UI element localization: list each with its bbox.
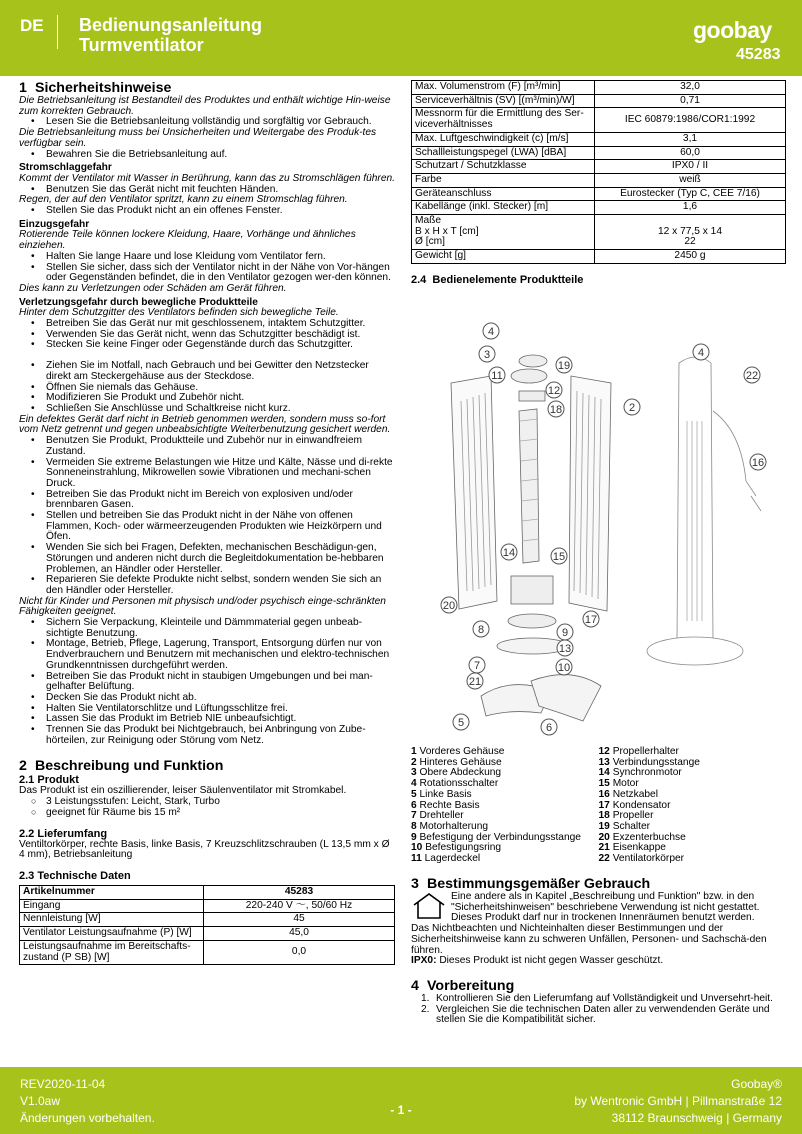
list-item: • Modifizieren Sie Produkt und Zubehör nicht. [19, 393, 395, 404]
table-row: Nennleistung [W] 45 [20, 913, 395, 927]
company-city: 38112 Braunschweig | Germany [611, 1111, 782, 1125]
paragraph: Ventiltorkörper, rechte Basis, linke Basis, 7 Kreuzschlitzschrauben (L 13,5 mm x Ø 4 mm), Betriebsanleitung [19, 838, 390, 861]
paragraph: Hinter dem Schutzgitter des Ventilators befinden sich bewegliche Teile. [19, 307, 339, 319]
subheading: Einzugsgefahr [19, 218, 90, 230]
callout-label: 5 [457, 717, 465, 729]
section-2-3-heading: 2.3 Technische Daten [19, 870, 131, 882]
right-base-shape [531, 675, 601, 721]
part-item: 19 Schalter [598, 820, 651, 832]
motor-bracket-shape [508, 614, 556, 628]
list-item: • Benutzen Sie das Gerät nicht mit feuchten Händen. [19, 185, 395, 196]
part-item: 8 Motorhalterung [411, 820, 489, 832]
callout-label: 4 [487, 326, 495, 338]
list-item: • Bewahren Sie die Betriebsanleitung auf. [19, 150, 395, 161]
list-item: • Ziehen Sie im Notfall, nach Gebrauch und bei Gewitter den Netzstecker direkt am Steckergehäuse aus der Steckdose. [19, 361, 395, 382]
callout-label: 17 [584, 614, 598, 626]
subheading: Verletzungsgefahr durch bewegliche Produktteile [19, 296, 258, 308]
list-item: • Betreiben Sie das Produkt nicht im Bereich von explosiven und/oder brennbaren Gasen. [19, 490, 395, 511]
list-item: • Wenden Sie sich bei Fragen, Defekten, mechanischen Beschädigun-gen, Störungen und anderen nicht durch die Begleitdokumentation be-hebbaren Problemen, an Händler oder Hersteller. [19, 543, 395, 575]
list-item: • Stellen Sie sicher, dass sich der Ventilator nicht in der Nähe von Vor-hängen oder Gegenständen befindet, die in den Ventilator gezogen wer-den können. [19, 263, 395, 284]
callout-label: 11 [491, 370, 503, 382]
part-item: 5 Linke Basis [411, 788, 472, 800]
assembled-base [647, 637, 743, 665]
section-2-heading: 2 Beschreibung und Funktion [19, 758, 224, 775]
section-2-2-heading: 2.2 Lieferumfang [19, 827, 108, 840]
list-item: 2. Vergleichen Sie die technischen Daten aller zu verwendenden Geräte und stellen Sie die Kompatibilität sicher. [421, 1003, 770, 1026]
section-3-heading: 3 Bestimmungsgemäßer Gebrauch [411, 876, 651, 892]
part-item: 12 Propellerhalter [598, 746, 679, 757]
table-row: Serviceverhältnis (SV) [(m³/min)/W] 0,71 [412, 94, 786, 108]
list-item: • Vermeiden Sie extreme Belastungen wie Hitze und Kälte, Nässe und di-rekte Sonneneinstrahlung, Mikrowellen sowie Vibrationen und mechani-schen Druck. [19, 458, 395, 490]
section-1-heading: 1 Sicherheitshinweise [19, 80, 172, 96]
article-number: 45283 [736, 46, 781, 63]
list-item: • Benutzen Sie Produkt, Produktteile und Zubehör nur in einwandfreiem Zustand. [19, 436, 395, 457]
revision: REV2020-11-04 [20, 1077, 106, 1091]
company-address: by Wentronic GmbH | Pillmanstraße 12 [574, 1094, 782, 1108]
callout-label: 1 [419, 342, 427, 354]
callout-label: 13 [558, 643, 572, 655]
product-title: Turmventilator [79, 35, 204, 55]
list-item: • Betreiben Sie das Gerät nur mit geschlossenem, intaktem Schutzgitter. [19, 319, 395, 330]
goobay-logo: goobay [693, 17, 772, 43]
part-item: 9 Befestigung der Verbindungsstange [411, 831, 581, 843]
callout-label: 19 [557, 360, 571, 372]
subheading: Stromschlaggefahr [19, 162, 112, 174]
callout-label: 3 [483, 349, 491, 361]
brand: Goobay® [731, 1077, 782, 1091]
table-row: Schutzart / Schutzklasse IPX0 / II [412, 160, 786, 174]
callout-label: 12 [547, 385, 561, 397]
callout-label: 21 [468, 676, 482, 688]
callout-label: 4 [697, 347, 705, 359]
paragraph: Ein defektes Gerät darf nicht in Betrieb genommen werden, sondern muss so-fort vom Netz getrennt und gegen unbeabsichtigte Weiterbenutzung gesichert werden. [19, 413, 391, 436]
callout-label: 20 [442, 600, 456, 612]
paragraph: Dies kann zu Verletzungen oder Schäden am Gerät führen. [19, 282, 287, 294]
list-item: 1. Kontrollieren Sie den Lieferumfang auf Vollständigkeit und Unversehrt-heit. [421, 992, 773, 1004]
part-item: 11 Lagerdeckel [411, 853, 481, 865]
callout-label: 14 [502, 547, 516, 559]
header-divider [57, 15, 58, 49]
list-item: • Betreiben Sie das Produkt nicht in staubigen Umgebungen und bei man-gelhafter Belüftung. [19, 672, 395, 693]
part-item: 6 Rechte Basis [411, 799, 480, 811]
part-item: 22 Ventilatorkörper [598, 853, 685, 865]
list-item: ○ geeignet für Räume bis 15 m² [19, 808, 395, 819]
section-2-1-heading: 2.1 Produkt [19, 774, 79, 787]
callout-label: 18 [549, 404, 563, 416]
part-item: 18 Propeller [598, 810, 654, 822]
table-row: Schallleistungspegel (LWA) [dBA] 60,0 [412, 146, 786, 160]
motor-shape [511, 576, 553, 604]
section-4-heading: 4 Vorbereitung [411, 977, 515, 994]
table-row: Gewicht [g] 2450 g [412, 250, 786, 264]
list-item: • Halten Sie lange Haare und lose Kleidung vom Ventilator fern. [19, 252, 395, 263]
table-row: Max. Volumenstrom (F) [m³/min] 32,0 [412, 81, 786, 95]
table-row: Messnorm für die Ermittlung des Ser-viceverhältnisses IEC 60879:1986/COR1:1992 [412, 108, 786, 132]
callout-label: 2 [628, 402, 636, 414]
front-housing-shape [451, 376, 497, 609]
part-item: 7 Drehteller [411, 810, 464, 822]
table-row: Max. Luftgeschwindigkeit (c) [m/s] 3,1 [412, 132, 786, 146]
ipx-note: IPX0: Dieses Produkt ist nicht gegen Wasser geschützt. [411, 955, 664, 967]
part-item: 15 Motor [598, 778, 639, 790]
doc-title: Bedienungsanleitung [79, 15, 263, 35]
callout-label: 6 [545, 722, 553, 734]
callout-label: 9 [561, 627, 569, 639]
callout-label: 7 [473, 660, 481, 672]
part-item: 3 Obere Abdeckung [411, 767, 502, 779]
table-row: Eingang 220-240 V ～, 50/60 Hz [20, 899, 395, 913]
exploded-view-diagram [411, 321, 786, 741]
table-row: Farbe weiß [412, 173, 786, 187]
assembled-fan-body [677, 357, 713, 639]
list-item: • Halten Sie Ventilatorschlitze und Lüftungsschlitze frei. [19, 704, 395, 715]
parts-column-left [411, 747, 599, 865]
table-row: Geräteanschluss Eurostecker (Typ C, CEE 7/16) [412, 187, 786, 201]
table-row: Maße B x H x T [cm] Ø [cm] 12 x 77,5 x 14 22 [412, 215, 786, 250]
list-item: • Stecken Sie keine Finger oder Gegenstände durch das Schutzgitter. [19, 340, 395, 351]
rotation-switch-shape [511, 369, 547, 383]
list-item: • Stellen Sie das Produkt nicht an ein offenes Fenster. [19, 206, 395, 217]
part-item: 21 Eisenkappe [598, 842, 666, 854]
callout-label: 8 [477, 624, 485, 636]
part-item: 16 Netzkabel [598, 788, 658, 800]
paragraph: Kommt der Ventilator mit Wasser in Berührung, kann das zu Stromschlägen führen. [19, 172, 395, 184]
paragraph: Nicht für Kinder und Personen mit physisch und/oder psychisch einge-schränkten Fähigkeiten geeignet. [19, 595, 386, 618]
top-cover-shape [519, 355, 547, 367]
list-item: • Sichern Sie Verpackung, Kleinteile und Dämmmaterial gegen unbeab-sichtigte Benutzung. [19, 618, 395, 639]
list-item: • Montage, Betrieb, Pflege, Lagerung, Transport, Entsorgung dürfen nur von Endverbrauchern und Benutzern mit mechanischen und elektro-technischen Grundkenntnissen durchgeführt werden. [19, 639, 395, 671]
part-item: 2 Hinteres Gehäuse [411, 756, 502, 768]
section-2-4-heading: 2.4 Bedienelemente Produktteile [411, 273, 584, 286]
changes-note: Änderungen vorbehalten. [20, 1111, 155, 1125]
part-item: 17 Kondensator [598, 799, 671, 811]
table-row: Leistungsaufnahme im Bereitschafts-zustand (P SB) [W] 0,0 [20, 940, 395, 964]
table-row: Kabellänge (inkl. Stecker) [m] 1,6 [412, 201, 786, 215]
part-item: 4 Rotationsschalter [411, 778, 499, 790]
list-item: • Stellen und betreiben Sie das Produkt nicht in der Nähe von offenen Flammen, Koch- oder wärmeerzeugenden Produkten wie Heizkörpern und Öfen. [19, 511, 395, 543]
callout-label: 16 [751, 457, 765, 469]
list-item: • Decken Sie das Produkt nicht ab. [19, 693, 395, 704]
header-bar [0, 0, 802, 76]
list-item: • Reparieren Sie defekte Produkte nicht selbst, sondern wenden Sie sich an den Händler oder Hersteller. [19, 575, 395, 596]
version: V1.0aw [20, 1094, 61, 1108]
tech-table-left [19, 885, 395, 965]
paragraph: Die Betriebsanleitung ist Bestandteil des Produktes und enthält wichtige Hin-weise zum korrekten Gebrauch. [19, 95, 391, 117]
list-item: ○ 3 Leistungsstufen: Leicht, Stark, Turbo [19, 797, 395, 808]
section-3 [411, 877, 786, 1026]
parts-column-right [599, 747, 787, 865]
part-item: 14 Synchronmotor [598, 767, 682, 779]
tech-table-right [411, 80, 786, 264]
list-item: • Verwenden Sie das Gerät nicht, wenn das Schutzgitter beschädigt ist. [19, 330, 395, 341]
paragraph: Das Nichtbeachten und Nichteinhalten dieser Bestimmungen und der Sicherheitshinweise kann zu schweren Unfällen, Personen- und Sachschä-den führen. [411, 923, 767, 956]
table-row: Ventilator Leistungsaufnahme (P) [W] 45,0 [20, 927, 395, 941]
callout-label: 22 [745, 370, 759, 382]
part-item: 1 Vorderes Gehäuse [411, 746, 505, 757]
callout-label: 10 [557, 662, 571, 674]
list-item: • Lesen Sie die Betriebsanleitung vollständig und sorgfältig vor Gebrauch. [19, 117, 395, 128]
list-item: • Schließen Sie Anschlüsse und Schaltkreise nicht kurz. [19, 404, 395, 415]
page-number: - 1 - [390, 1103, 412, 1117]
part-item: 13 Verbindungsstange [598, 756, 700, 768]
part-item: 20 Exzenterbuchse [598, 831, 686, 843]
paragraph: Eine andere als in Kapitel „Beschreibung und Funktion" bzw. in den "Sicherheitshinweisen" beschriebene Verwendung ist nicht gestattet. Dieses Produkt darf nur in trockenen Innenräumen benutzt werden. [451, 891, 760, 924]
callout-label: 15 [552, 551, 566, 563]
language-code: DE [20, 16, 44, 35]
table-row: Artikelnummer 45283 [20, 886, 395, 900]
parts-list [411, 747, 786, 865]
right-column [411, 80, 786, 286]
list-item: • Öffnen Sie niemals das Gehäuse. [19, 383, 395, 394]
paragraph: Regen, der auf den Ventilator spritzt, kann zu einem Stromschlag führen. [19, 194, 348, 206]
paragraph: Die Betriebsanleitung muss bei Unsicherheiten und Weitergabe des Produk-tes verfügbar sein. [19, 127, 377, 149]
part-item: 10 Befestigungsring [411, 842, 502, 854]
paragraph: Das Produkt ist ein oszillierender, leiser Säulenventilator mit Stromkabel. [19, 785, 347, 797]
bearing-cap-shape [519, 391, 545, 401]
paragraph: Rotierende Teile können lockere Kleidung, Haare, Vorhänge und ähnliches einziehen. [19, 229, 356, 252]
list-item: • Lassen Sie das Produkt im Betrieb NIE unbeaufsichtigt. [19, 714, 395, 725]
footer-bar [0, 1067, 802, 1134]
house-icon [411, 892, 451, 924]
left-column [19, 81, 395, 965]
list-item: • Trennen Sie das Produkt bei Nichtgebrauch, bei Anbringung von Zube-hörteilen, zur Reinigung oder Störung vom Netz. [19, 725, 395, 746]
